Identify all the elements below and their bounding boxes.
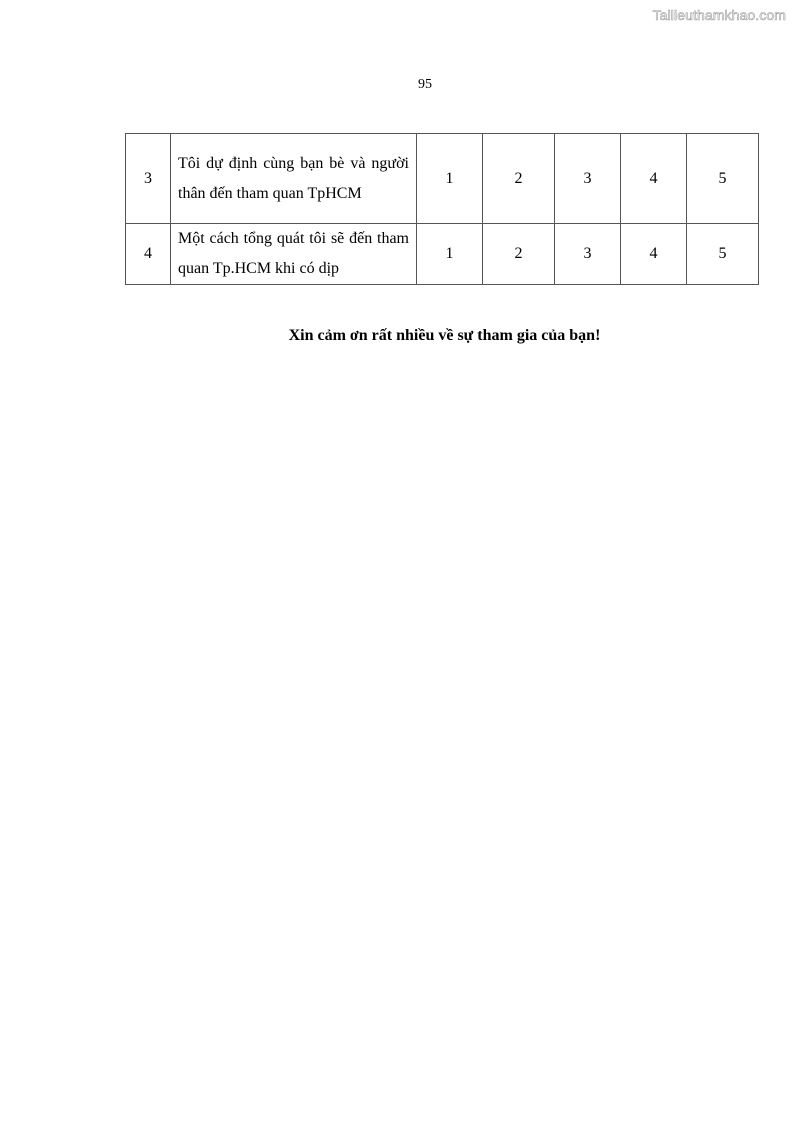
row-index: 3 (126, 134, 171, 224)
scale-cell: 4 (621, 224, 687, 285)
scale-cell: 1 (417, 134, 483, 224)
table-row (126, 134, 759, 224)
scale-cell: 3 (555, 134, 621, 224)
scale-cell: 5 (687, 134, 759, 224)
row-statement: Tôi dự định cùng bạn bè và người thân đến tham quan TpHCM (171, 134, 417, 224)
row-index: 4 (126, 224, 171, 285)
closing-thanks: Xin cảm ơn rất nhiều về sự tham gia của bạn! (288, 327, 601, 344)
survey-table (125, 133, 759, 285)
page-number: 95 (418, 77, 432, 92)
row-statement: Một cách tổng quát tôi sẽ đến tham quan Tp.HCM khi có dịp (171, 224, 417, 285)
scale-cell: 2 (483, 134, 555, 224)
watermark-text: Tailieuthamkhao.com (652, 7, 786, 23)
scale-cell: 1 (417, 224, 483, 285)
scale-cell: 4 (621, 134, 687, 224)
table-row (126, 224, 759, 285)
scale-cell: 3 (555, 224, 621, 285)
scale-cell: 5 (687, 224, 759, 285)
scale-cell: 2 (483, 224, 555, 285)
